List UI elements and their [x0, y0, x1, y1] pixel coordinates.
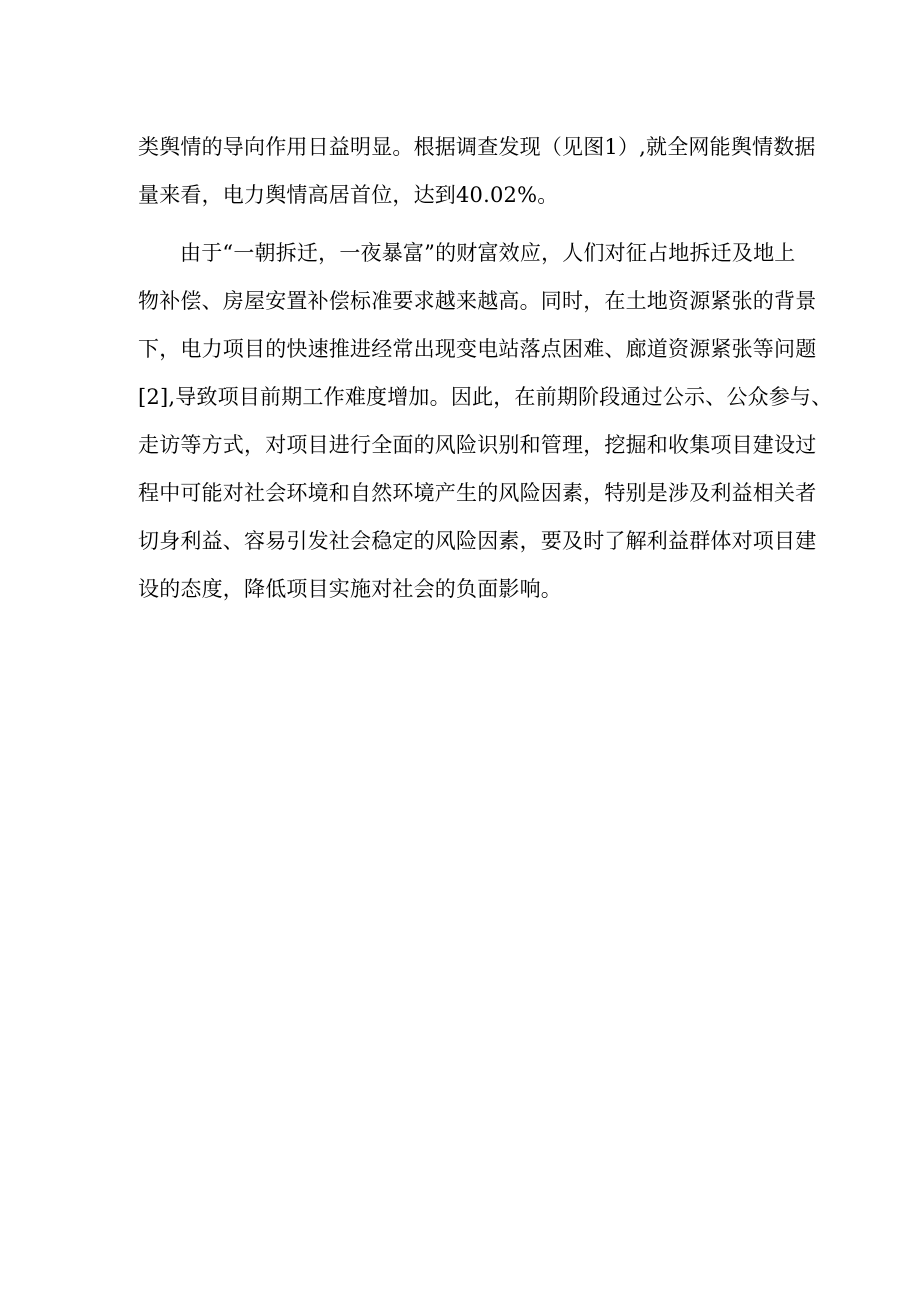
paragraph-2-line-5: 走访等方式，对项目进行全面的风险识别和管理，挖掘和收集项目建设过 — [138, 433, 817, 457]
paragraph-2-line-2: 物补偿、房屋安置补偿标准要求越来越高。同时，在土地资源紧张的背景 — [138, 289, 817, 313]
paragraph-2-line-1: 由于“一朝拆迁，一夜暴富”的财富效应，人们对征占地拆迁及地上 — [180, 241, 796, 265]
paragraph-2-line-3: 下，电力项目的快速推进经常出现变电站落点困难、廊道资源紧张等问题 — [138, 337, 817, 361]
body-text — [138, 123, 833, 613]
paragraph-2-line-4: [2],导致项目前期工作难度增加。因此，在前期阶段通过公示、公众参与、 — [138, 385, 833, 409]
paragraph-2-line-6: 程中可能对社会环境和自然环境产生的风险因素，特别是涉及利益相关者 — [138, 481, 817, 505]
paragraph-1-line-2: 量来看，电力舆情高居首位，达到40.02%。 — [138, 183, 559, 207]
paragraph-1-line-1: 类舆情的导向作用日益明显。根据调查发现（见图1）,就全网能舆情数据 — [138, 135, 816, 159]
paragraph-2-line-8: 设的态度，降低项目实施对社会的负面影响。 — [138, 577, 562, 601]
paragraph-2-line-7: 切身利益、容易引发社会稳定的风险因素，要及时了解利益群体对项目建 — [138, 529, 817, 553]
